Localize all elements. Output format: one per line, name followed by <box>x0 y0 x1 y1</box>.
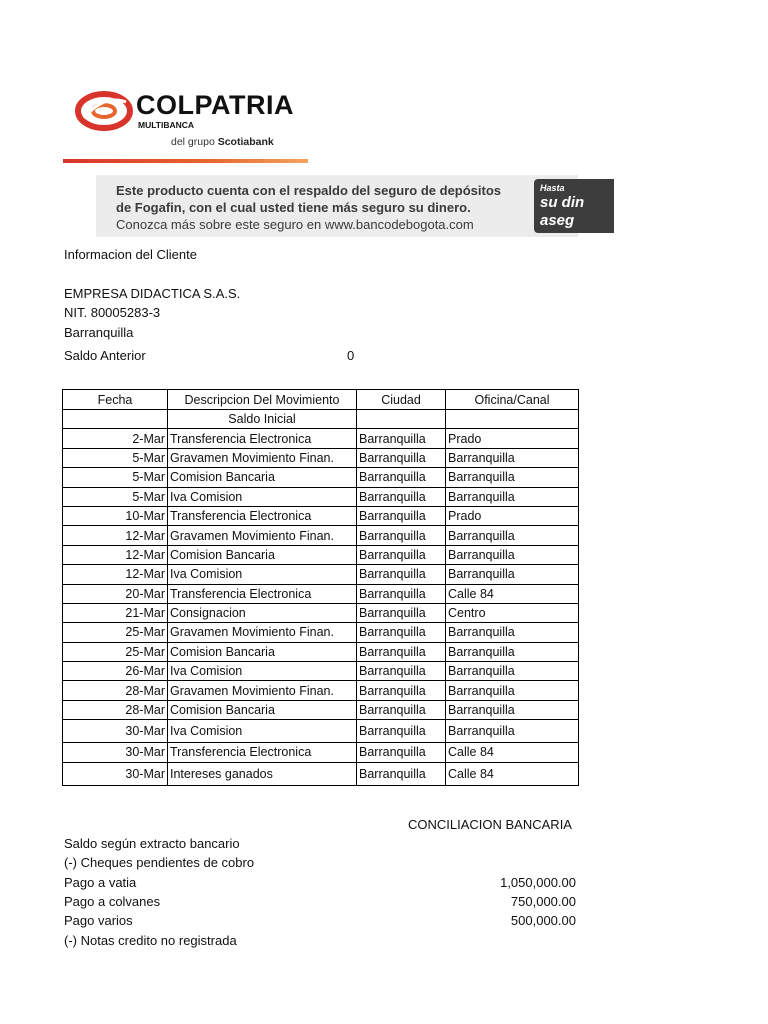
cell-ciudad: Barranquilla <box>357 623 446 642</box>
banner-line-2: de Fogafin, con el cual usted tiene más seguro su dinero. <box>116 200 471 215</box>
saldo-extracto-label: Saldo según extracto bancario <box>64 836 240 851</box>
cell-oficina: Barranquilla <box>446 662 579 681</box>
cell-descripcion: Transferencia Electronica <box>168 584 357 603</box>
banner-line-1: Este producto cuenta con el respaldo del seguro de depósitos <box>116 183 502 198</box>
client-city: Barranquilla <box>64 325 134 340</box>
cell-oficina: Barranquilla <box>446 681 579 700</box>
cell-ciudad: Barranquilla <box>357 662 446 681</box>
table-row <box>63 565 579 584</box>
table-cell <box>63 410 168 429</box>
group-name: Scotiabank <box>217 136 274 148</box>
cell-fecha: 28-Mar <box>63 681 168 700</box>
cell-descripcion: Comision Bancaria <box>168 700 357 719</box>
notas-credito-label: (-) Notas credito no registrada <box>64 933 237 948</box>
cell-fecha: 20-Mar <box>63 584 168 603</box>
cell-ciudad: Barranquilla <box>357 448 446 467</box>
cell-ciudad: Barranquilla <box>357 487 446 506</box>
table-row <box>63 603 579 622</box>
cell-ciudad: Barranquilla <box>357 429 446 448</box>
cell-descripcion: Iva Comision <box>168 565 357 584</box>
cell-descripcion: Gravamen Movimiento Finan. <box>168 448 357 467</box>
colpatria-logo <box>76 86 316 154</box>
cell-oficina: Barranquilla <box>446 623 579 642</box>
header-ciudad: Ciudad <box>357 390 446 410</box>
cell-ciudad: Barranquilla <box>357 565 446 584</box>
table-cell <box>446 410 579 429</box>
table-header-row <box>63 390 579 410</box>
cell-ciudad: Barranquilla <box>357 700 446 719</box>
cell-oficina: Prado <box>446 429 579 448</box>
saldo-anterior-label: Saldo Anterior <box>64 348 146 363</box>
cell-ciudad: Barranquilla <box>357 584 446 603</box>
table-row <box>63 545 579 564</box>
badge-line-3: aseg <box>540 212 575 229</box>
colpatria-swirl-icon <box>76 88 132 134</box>
header-fecha: Fecha <box>63 390 168 410</box>
cell-ciudad: Barranquilla <box>357 743 446 762</box>
fogafin-banner <box>96 175 585 237</box>
cell-descripcion: Intereses ganados <box>168 762 357 785</box>
cell-fecha: 5-Mar <box>63 448 168 467</box>
cell-oficina: Barranquilla <box>446 545 579 564</box>
cell-oficina: Prado <box>446 506 579 525</box>
cell-oficina: Calle 84 <box>446 584 579 603</box>
table-row <box>63 642 579 661</box>
table-row <box>63 526 579 545</box>
header-oficina: Oficina/Canal <box>446 390 579 410</box>
cell-fecha: 26-Mar <box>63 662 168 681</box>
cell-oficina: Barranquilla <box>446 468 579 487</box>
table-row <box>63 429 579 448</box>
logo-divider <box>63 159 308 163</box>
cell-descripcion: Comision Bancaria <box>168 545 357 564</box>
badge-line-2: su din <box>540 194 585 211</box>
pago-amount: 1,050,000.00 <box>500 875 576 890</box>
cell-fecha: 12-Mar <box>63 526 168 545</box>
cell-fecha: 5-Mar <box>63 468 168 487</box>
brand-subtitle: MULTIBANCA <box>138 120 195 130</box>
banner-line-3: Conozca más sobre este seguro en www.bancodebogota.com <box>116 217 474 232</box>
pago-amount: 750,000.00 <box>510 894 576 909</box>
group-prefix: del grupo <box>171 136 215 148</box>
table-row <box>63 662 579 681</box>
cell-oficina: Calle 84 <box>446 743 579 762</box>
cell-oficina: Barranquilla <box>446 642 579 661</box>
header-descripcion: Descripcion Del Movimiento <box>168 390 357 410</box>
cell-fecha: 12-Mar <box>63 565 168 584</box>
table-row <box>63 468 579 487</box>
table-row <box>63 720 579 743</box>
cell-oficina: Barranquilla <box>446 526 579 545</box>
pago-label: Pago a colvanes <box>64 894 161 909</box>
cell-fecha: 25-Mar <box>63 623 168 642</box>
cell-fecha: 12-Mar <box>63 545 168 564</box>
table-cell <box>357 410 446 429</box>
cell-ciudad: Barranquilla <box>357 720 446 743</box>
cell-ciudad: Barranquilla <box>357 468 446 487</box>
cell-ciudad: Barranquilla <box>357 642 446 661</box>
pago-amount: 500,000.00 <box>510 913 576 928</box>
client-company: EMPRESA DIDACTICA S.A.S. <box>64 286 241 301</box>
saldo-anterior-value: 0 <box>347 348 355 363</box>
cell-descripcion: Comision Bancaria <box>168 642 357 661</box>
table-row <box>63 762 579 785</box>
table-row <box>63 681 579 700</box>
table-row <box>63 700 579 719</box>
table-row <box>63 743 579 762</box>
banner-text <box>116 182 501 233</box>
client-nit: NIT. 80005283-3 <box>64 305 161 320</box>
cell-oficina: Barranquilla <box>446 720 579 743</box>
cell-descripcion: Iva Comision <box>168 720 357 743</box>
table-row <box>63 506 579 525</box>
cell-oficina: Barranquilla <box>446 487 579 506</box>
cell-oficina: Centro <box>446 603 579 622</box>
cell-oficina: Calle 84 <box>446 762 579 785</box>
cell-descripcion: Gravamen Movimiento Finan. <box>168 681 357 700</box>
brand-name: COLPATRIA <box>136 90 294 120</box>
cell-ciudad: Barranquilla <box>357 603 446 622</box>
client-section-title: Informacion del Cliente <box>64 247 197 262</box>
cell-descripcion: Gravamen Movimiento Finan. <box>168 623 357 642</box>
cheques-pendientes-label: (-) Cheques pendientes de cobro <box>64 855 255 870</box>
cell-fecha: 30-Mar <box>63 720 168 743</box>
pago-label: Pago varios <box>64 913 133 928</box>
cell-descripcion: Comision Bancaria <box>168 468 357 487</box>
cell-descripcion: Iva Comision <box>168 487 357 506</box>
cell-ciudad: Barranquilla <box>357 681 446 700</box>
cell-fecha: 30-Mar <box>63 762 168 785</box>
cell-descripcion: Gravamen Movimiento Finan. <box>168 526 357 545</box>
cell-descripcion: Transferencia Electronica <box>168 429 357 448</box>
cell-fecha: 5-Mar <box>63 487 168 506</box>
cell-fecha: 10-Mar <box>63 506 168 525</box>
cell-oficina: Barranquilla <box>446 700 579 719</box>
cell-fecha: 30-Mar <box>63 743 168 762</box>
saldo-inicial-label: Saldo Inicial <box>168 410 357 429</box>
cell-descripcion: Transferencia Electronica <box>168 506 357 525</box>
brand-group <box>171 136 274 148</box>
badge-line-1: Hasta <box>540 183 565 193</box>
cell-ciudad: Barranquilla <box>357 506 446 525</box>
cell-fecha: 21-Mar <box>63 603 168 622</box>
cell-ciudad: Barranquilla <box>357 762 446 785</box>
cell-fecha: 28-Mar <box>63 700 168 719</box>
cell-descripcion: Iva Comision <box>168 662 357 681</box>
cell-descripcion: Consignacion <box>168 603 357 622</box>
movements-table <box>62 389 579 786</box>
table-row <box>63 487 579 506</box>
table-row <box>63 623 579 642</box>
table-row <box>63 448 579 467</box>
table-row-saldo-inicial <box>63 410 579 429</box>
conciliacion-title: CONCILIACION BANCARIA <box>408 817 572 832</box>
pago-label: Pago a vatia <box>64 875 137 890</box>
table-row <box>63 584 579 603</box>
cell-descripcion: Transferencia Electronica <box>168 743 357 762</box>
cell-oficina: Barranquilla <box>446 565 579 584</box>
cell-ciudad: Barranquilla <box>357 526 446 545</box>
banner-badge <box>534 179 614 233</box>
cell-fecha: 25-Mar <box>63 642 168 661</box>
cell-fecha: 2-Mar <box>63 429 168 448</box>
cell-ciudad: Barranquilla <box>357 545 446 564</box>
cell-oficina: Barranquilla <box>446 448 579 467</box>
